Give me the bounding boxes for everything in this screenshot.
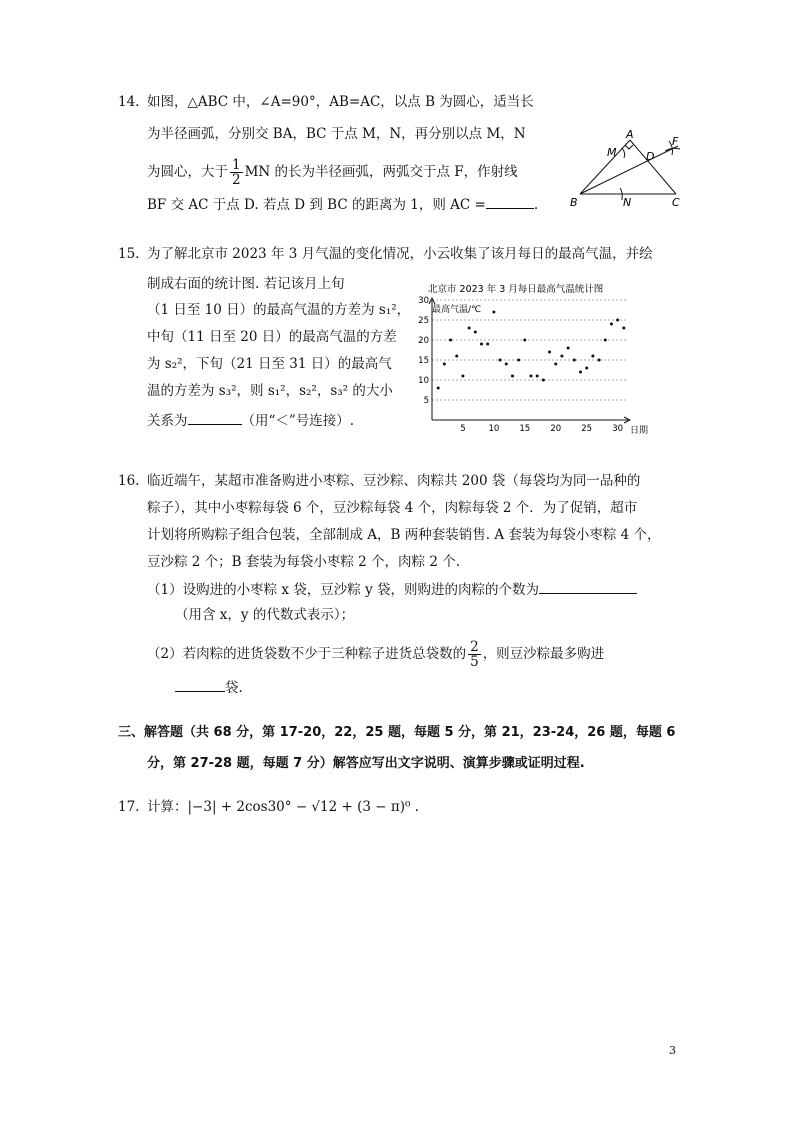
data-point — [480, 343, 483, 346]
x-tick-label: 20 — [550, 424, 562, 434]
question-number: 17. — [118, 799, 140, 815]
question-text: 为半径画弧，分别交 BA，BC 于点 M，N，再分别以点 M，N — [147, 126, 526, 142]
fraction: $\frac{1}{2}$ — [232, 157, 241, 188]
y-tick-label: 20 — [418, 336, 429, 346]
data-point — [616, 319, 619, 322]
data-point — [542, 379, 545, 382]
question-text: BF 交 AC 于点 D. 若点 D 到 BC 的距离为 1，则 AC = . — [147, 194, 538, 215]
arc-m — [622, 148, 625, 158]
answer-blank — [188, 410, 242, 425]
triangle-figure — [568, 128, 688, 210]
label-d: D — [646, 150, 655, 163]
label-f: F — [672, 135, 679, 148]
x-axis-label: 日期 — [630, 426, 649, 436]
x-tick-label: 30 — [612, 424, 624, 434]
data-point — [567, 347, 570, 350]
question-text: 中旬（11 日至 20 日）的最高气温的方差 — [147, 329, 397, 345]
y-tick-label: 25 — [418, 316, 429, 326]
y-tick-label: 30 — [418, 296, 429, 306]
question-text: 如图，△ABC 中，∠A=90°，AB=AC，以点 B 为圆心，适当长 — [147, 94, 534, 110]
data-point — [486, 343, 489, 346]
answer-blank — [175, 677, 225, 692]
segment-ac — [630, 140, 676, 194]
question-number: 15. — [118, 246, 140, 262]
answer-blank — [539, 579, 637, 594]
question-text: 为了解北京市 2023 年 3 月气温的变化情况，小云收集了该月每日的最高气温，并绘 — [147, 246, 653, 262]
data-point — [536, 375, 539, 378]
data-point — [474, 331, 477, 334]
right-angle-mark — [625, 145, 633, 149]
data-point — [585, 367, 588, 370]
question-text: 计算：|−3| + 2cos30° − √12 + (3 − π)⁰ . — [147, 799, 419, 815]
question-text: （1 日至 10 日）的最高气温的方差为 s₁²， — [147, 302, 411, 318]
section-title: 三、解答题（共 68 分，第 17-20，22，25 题，每题 5 分，第 21，23-24，26 题，每题 6 — [118, 725, 676, 740]
data-point — [523, 339, 526, 342]
data-point — [517, 359, 520, 362]
section-instructions: 分，第 27-28 题，每题 7 分）解答应写出文字说明、演算步骤或证明过程. — [147, 756, 585, 771]
fraction: $\frac{2}{5}$ — [470, 639, 479, 670]
question-number: 16. — [118, 473, 140, 489]
data-point — [455, 355, 458, 358]
ray-bf — [580, 146, 678, 194]
data-point — [443, 363, 446, 366]
data-point — [554, 363, 557, 366]
y-tick-label: 15 — [418, 356, 429, 366]
question-text: 为 s₂²，下旬（21 日至 31 日）的最高气 — [147, 356, 392, 372]
y-tick-label: 10 — [418, 376, 429, 386]
label-b: B — [570, 196, 578, 209]
question-text: 关系为 （用“＜”号连接）. — [147, 410, 354, 431]
question-text: 为圆心，大于 $\frac{1}{2}$ MN 的长为半径画弧，两弧交于点 F，作射线 — [147, 157, 518, 188]
label-n: N — [623, 196, 632, 209]
data-point — [604, 339, 607, 342]
question-text: 温的方差为 s₃²，则 s₁²，s₂²，s₃² 的大小 — [147, 383, 393, 399]
question-text: 粽子），其中小枣粽每袋 6 个，豆沙粽每袋 4 个，肉粽每袋 2 个．为了促销，超市 — [147, 500, 638, 516]
answer-blank — [486, 194, 534, 209]
data-point — [591, 355, 594, 358]
question-text: 豆沙粽 2 个；B 套装为每袋小枣粽 2 个，肉粽 2 个. — [147, 554, 461, 570]
data-point — [461, 375, 464, 378]
data-point — [499, 359, 502, 362]
question-text: （1）设购进的小枣粽 x 袋，豆沙粽 y 袋，则购进的肉粽的个数为 — [147, 579, 637, 600]
x-tick-label: 15 — [519, 424, 531, 434]
question-text: （用含 x，y 的代数式表示）； — [175, 607, 355, 623]
data-point — [449, 339, 452, 342]
y-axis-label: 最高气温/℃ — [432, 305, 482, 315]
label-c: C — [672, 196, 680, 209]
x-tick-label: 5 — [460, 424, 466, 434]
data-point — [598, 359, 601, 362]
question-number: 14. — [118, 94, 140, 110]
data-point — [622, 327, 625, 330]
data-point — [560, 355, 563, 358]
data-point — [511, 375, 514, 378]
chart-title: 北京市 2023 年 3 月每日最高气温统计图 — [428, 284, 604, 295]
data-point — [548, 351, 551, 354]
question-text: 袋. — [175, 677, 243, 698]
question-text: 计划将所购粽子组合包装，全部制成 A，B 两种套装销售. A 套装为每袋小枣粽 4 个， — [147, 527, 661, 543]
data-point — [573, 359, 576, 362]
data-point — [610, 323, 613, 326]
page-number: 3 — [669, 1044, 676, 1057]
data-point — [437, 387, 440, 390]
y-tick-label: 5 — [423, 396, 429, 406]
data-point — [505, 363, 508, 366]
temperature-scatter-chart — [420, 278, 658, 438]
data-point — [492, 311, 495, 314]
data-point — [468, 327, 471, 330]
label-m: M — [607, 146, 617, 159]
question-text: （2）若肉粽的进货袋数不少于三种粽子进货总袋数的 $\frac{2}{5}$ ，则豆沙粽最多购进 — [147, 639, 605, 670]
data-point — [579, 371, 582, 374]
x-tick-label: 25 — [581, 424, 593, 434]
x-tick-label: 10 — [488, 424, 500, 434]
question-text: 制成右面的统计图. 若记该月上旬 — [147, 276, 345, 292]
question-text: 临近端午，某超市准备购进小枣粽、豆沙粽、肉粽共 200 袋（每袋均为同一品种的 — [147, 473, 641, 489]
label-a: A — [626, 128, 634, 141]
data-point — [530, 375, 533, 378]
